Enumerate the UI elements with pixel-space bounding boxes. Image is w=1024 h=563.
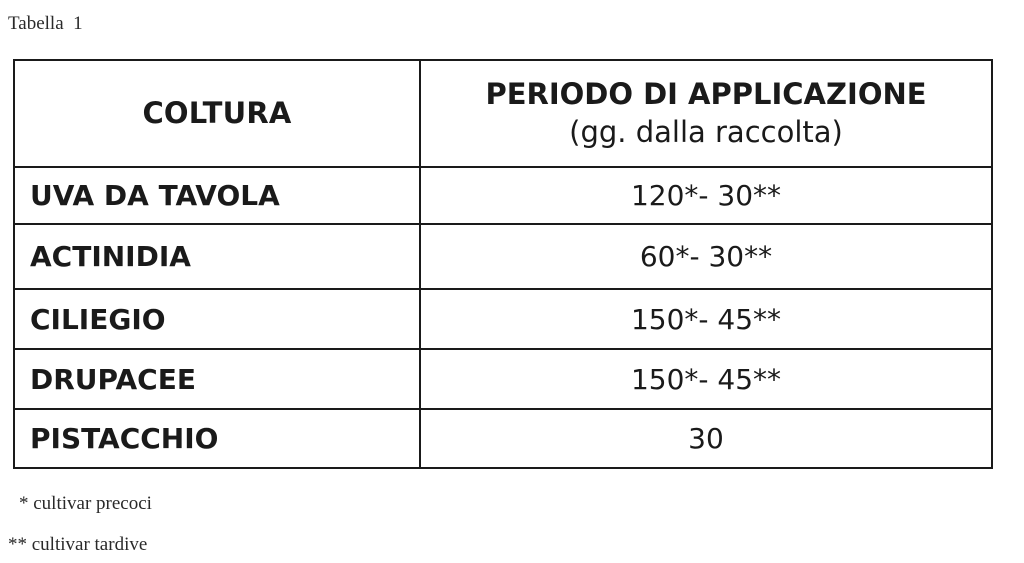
table-row <box>14 167 992 224</box>
table-row <box>14 349 992 408</box>
application-period-table <box>13 59 993 469</box>
header-period <box>420 60 992 167</box>
period-cell: 60*- 30** <box>420 224 992 289</box>
header-period-subtitle: (gg. dalla raccolta) <box>569 115 843 150</box>
table-row <box>14 224 992 289</box>
period-cell: 150*- 45** <box>420 289 992 349</box>
period-cell: 30 <box>420 409 992 468</box>
crop-cell: PISTACCHIO <box>14 409 420 468</box>
table-header-row <box>14 60 992 167</box>
table-row <box>14 289 992 349</box>
period-cell: 150*- 45** <box>420 349 992 408</box>
crop-cell: CILIEGIO <box>14 289 420 349</box>
footnote-late: ** cultivar tardive <box>8 534 148 555</box>
crop-cell: UVA DA TAVOLA <box>14 167 420 224</box>
footnote-early: * cultivar precoci <box>19 493 152 514</box>
crop-cell: DRUPACEE <box>14 349 420 408</box>
header-period-title: PERIODO DI APPLICAZIONE <box>485 77 927 112</box>
header-crop: COLTURA <box>14 60 420 167</box>
table-row <box>14 409 992 468</box>
crop-cell: ACTINIDIA <box>14 224 420 289</box>
period-cell: 120*- 30** <box>420 167 992 224</box>
table-caption: Tabella 1 <box>8 13 83 34</box>
